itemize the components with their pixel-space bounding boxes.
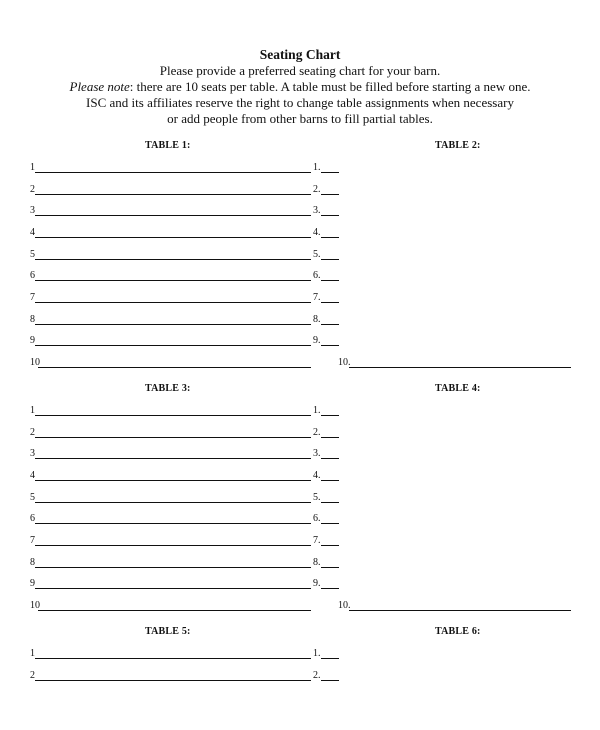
- table-2-seat-6: [313, 270, 339, 282]
- seat-name-line[interactable]: [35, 680, 311, 681]
- seat-number: 4.: [313, 469, 321, 481]
- seat-number: 6: [30, 513, 35, 525]
- seat-name-line[interactable]: [35, 658, 311, 659]
- seat-name-line[interactable]: [35, 480, 311, 481]
- seat-number: 9.: [313, 578, 321, 590]
- seat-name-line[interactable]: [35, 324, 311, 325]
- table-3-seat-7: [30, 535, 311, 547]
- note-label: Please note: [69, 79, 130, 94]
- instructions-line-3: ISC and its affiliates reserve the right to change table assignments when necessary: [86, 95, 514, 110]
- seat-number: 2: [30, 183, 35, 195]
- seat-name-line[interactable]: [321, 480, 339, 481]
- seat-number: 8: [30, 313, 35, 325]
- seat-number: 2.: [313, 426, 321, 438]
- seat-name-line[interactable]: [35, 237, 311, 238]
- seat-name-line[interactable]: [321, 172, 339, 173]
- table-3-seat-3: [30, 448, 311, 460]
- seat-name-line[interactable]: [321, 259, 339, 260]
- seat-number: 6.: [313, 270, 321, 282]
- seat-name-line[interactable]: [321, 194, 339, 195]
- seat-name-line[interactable]: [35, 502, 311, 503]
- seat-number: 6: [30, 270, 35, 282]
- seat-name-line[interactable]: [321, 502, 339, 503]
- note-text: : there are 10 seats per table. A table must be filled before starting a new one.: [129, 79, 531, 94]
- seat-name-line[interactable]: [35, 545, 311, 546]
- table-1-seat-2: [30, 184, 311, 196]
- table-1-seat-1: [30, 162, 311, 174]
- seat-name-line[interactable]: [321, 588, 339, 589]
- table-1-seat-9: [30, 335, 311, 347]
- seat-name-line[interactable]: [35, 458, 311, 459]
- table-6-seat-2: [313, 670, 339, 682]
- seat-name-line[interactable]: [321, 658, 339, 659]
- seat-number: 3.: [313, 205, 321, 217]
- table-3-seat-8: [30, 557, 311, 569]
- seat-number: 2.: [313, 669, 321, 681]
- table-2-seat-5: [313, 249, 339, 261]
- table-2-seat-1: [313, 162, 339, 174]
- table-4-seat-4: [313, 470, 339, 482]
- seat-name-line[interactable]: [321, 545, 339, 546]
- seat-number: 8: [30, 556, 35, 568]
- seat-number: 4: [30, 469, 35, 481]
- table-6-title: TABLE 6:: [435, 626, 481, 637]
- seat-name-line[interactable]: [349, 367, 571, 368]
- seat-name-line[interactable]: [321, 680, 339, 681]
- seat-number: 1.: [313, 162, 321, 173]
- seat-number: 5.: [313, 491, 321, 503]
- seat-name-line[interactable]: [321, 324, 339, 325]
- table-2-seat-8: [313, 314, 339, 326]
- seat-name-line[interactable]: [321, 237, 339, 238]
- table-1-seat-10: [30, 357, 311, 369]
- seat-number: 1.: [313, 648, 321, 659]
- seat-number: 3: [30, 448, 35, 460]
- table-2-seat-10: [338, 357, 571, 369]
- table-4-seat-7: [313, 535, 339, 547]
- table-3-seat-5: [30, 492, 311, 504]
- seat-name-line[interactable]: [35, 194, 311, 195]
- table-4-seat-9: [313, 578, 339, 590]
- seat-name-line[interactable]: [38, 367, 311, 368]
- seat-name-line[interactable]: [35, 302, 311, 303]
- seat-number: 8.: [313, 556, 321, 568]
- table-4-seat-8: [313, 557, 339, 569]
- seat-name-line[interactable]: [321, 415, 339, 416]
- seat-name-line[interactable]: [321, 458, 339, 459]
- table-4-seat-1: [313, 405, 339, 417]
- seat-name-line[interactable]: [35, 588, 311, 589]
- table-1-seat-8: [30, 314, 311, 326]
- table-3-seat-10: [30, 600, 311, 612]
- table-2-seat-3: [313, 205, 339, 217]
- table-2-seat-7: [313, 292, 339, 304]
- seat-name-line[interactable]: [38, 610, 311, 611]
- table-2-seat-2: [313, 184, 339, 196]
- seat-number: 7: [30, 291, 35, 303]
- seat-name-line[interactable]: [321, 215, 339, 216]
- seat-number: 1.: [313, 405, 321, 416]
- seat-name-line[interactable]: [35, 259, 311, 260]
- table-2-title: TABLE 2:: [435, 140, 481, 151]
- seat-number: 10: [30, 356, 40, 368]
- table-1-seat-5: [30, 249, 311, 261]
- seat-name-line[interactable]: [321, 567, 339, 568]
- table-5-seat-2: [30, 670, 311, 682]
- seat-number: 7.: [313, 534, 321, 546]
- seat-number: 9: [30, 578, 35, 590]
- seat-number: 10.: [338, 599, 351, 611]
- seat-number: 2.: [313, 183, 321, 195]
- seat-name-line[interactable]: [321, 523, 339, 524]
- table-3-seat-1: [30, 405, 311, 417]
- seat-name-line[interactable]: [35, 345, 311, 346]
- instructions-line-4: or add people from other barns to fill partial tables.: [167, 111, 433, 126]
- seat-number: 4: [30, 226, 35, 238]
- table-2-seat-9: [313, 335, 339, 347]
- table-4-seat-10: [338, 600, 571, 612]
- seat-number: 5: [30, 491, 35, 503]
- table-1-title: TABLE 1:: [145, 140, 191, 151]
- seat-number: 1: [30, 405, 35, 416]
- seat-number: 3: [30, 205, 35, 217]
- seat-name-line[interactable]: [35, 567, 311, 568]
- seat-number: 5.: [313, 248, 321, 260]
- seat-number: 9: [30, 335, 35, 347]
- table-3-seat-2: [30, 427, 311, 439]
- seat-number: 1: [30, 648, 35, 659]
- table-3-seat-6: [30, 513, 311, 525]
- seat-number: 3.: [313, 448, 321, 460]
- table-2-seat-4: [313, 227, 339, 239]
- seat-name-line[interactable]: [349, 610, 571, 611]
- table-4-seat-2: [313, 427, 339, 439]
- seat-number: 6.: [313, 513, 321, 525]
- table-5-seat-1: [30, 648, 311, 660]
- seat-number: 2: [30, 426, 35, 438]
- table-1-seat-6: [30, 270, 311, 282]
- table-3-seat-4: [30, 470, 311, 482]
- seat-name-line[interactable]: [321, 345, 339, 346]
- table-5-title: TABLE 5:: [145, 626, 191, 637]
- seat-number: 9.: [313, 335, 321, 347]
- seat-name-line[interactable]: [321, 302, 339, 303]
- seat-number: 2: [30, 669, 35, 681]
- instructions-line-1: Please provide a preferred seating chart for your barn.: [159, 63, 441, 78]
- seat-number: 10: [30, 599, 40, 611]
- seat-name-line[interactable]: [35, 415, 311, 416]
- table-1-seat-4: [30, 227, 311, 239]
- seat-name-line[interactable]: [35, 280, 311, 281]
- seat-number: 5: [30, 248, 35, 260]
- seat-name-line[interactable]: [35, 523, 311, 524]
- seat-number: 8.: [313, 313, 321, 325]
- table-4-seat-6: [313, 513, 339, 525]
- table-6-seat-1: [313, 648, 339, 660]
- page-title: Seating Chart: [259, 47, 341, 62]
- seat-name-line[interactable]: [35, 215, 311, 216]
- seat-number: 7: [30, 534, 35, 546]
- seat-name-line[interactable]: [35, 437, 311, 438]
- table-3-title: TABLE 3:: [145, 383, 191, 394]
- table-4-title: TABLE 4:: [435, 383, 481, 394]
- page-header: [0, 46, 600, 127]
- seat-number: 4.: [313, 226, 321, 238]
- seat-name-line[interactable]: [321, 280, 339, 281]
- seat-number: 1: [30, 162, 35, 173]
- seat-number: 10.: [338, 356, 351, 368]
- table-1-seat-7: [30, 292, 311, 304]
- seat-name-line[interactable]: [35, 172, 311, 173]
- seat-name-line[interactable]: [321, 437, 339, 438]
- table-4-seat-3: [313, 448, 339, 460]
- table-1-seat-3: [30, 205, 311, 217]
- instructions-line-2: [0, 79, 600, 95]
- table-3-seat-9: [30, 578, 311, 590]
- seat-number: 7.: [313, 291, 321, 303]
- table-4-seat-5: [313, 492, 339, 504]
